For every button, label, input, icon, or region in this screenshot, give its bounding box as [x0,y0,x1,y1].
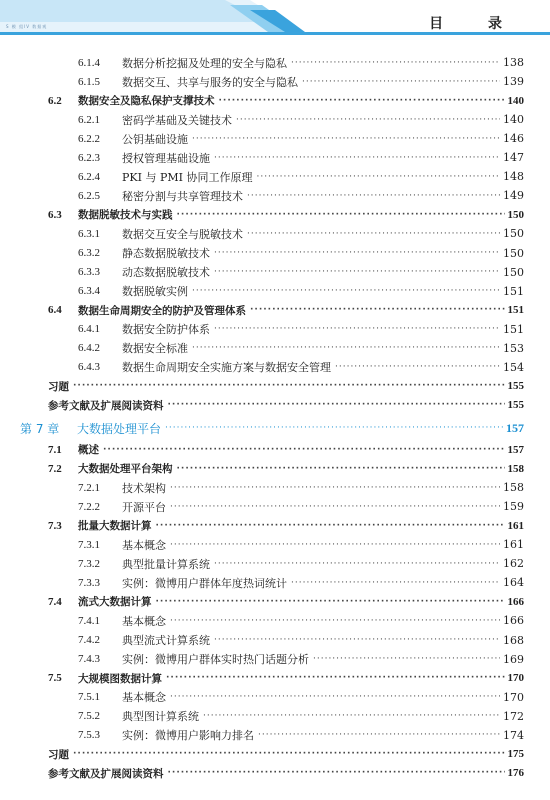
toc-entry-page: 140 [503,113,524,127]
toc-entry-number: 7.2 [48,462,62,475]
toc-entry-number: 7.4 [48,595,62,608]
toc-entry-page: 162 [503,557,524,571]
toc-entry-page: 150 [503,227,524,241]
toc-entry[interactable] [78,555,524,572]
toc-entry-title: 参考文献及扩展阅读资料 [48,399,164,412]
toc-entry-title: 批量大数据计算 [78,520,152,533]
toc-entry-title: 数据交互安全与脱敏技术 [122,227,243,241]
toc-entry-title: 典型图计算系统 [122,710,199,724]
toc-entry-number: 7.3.3 [78,576,100,589]
toc-entry-number: 7.4.1 [78,614,100,627]
dot-leader [219,96,505,106]
toc-entry-number: 6.1.4 [78,56,100,69]
toc-entry[interactable] [78,727,524,744]
toc-entry-title: 参考文献及扩展阅读资料 [48,767,164,780]
toc-entry-number: 6.4.2 [78,342,100,355]
toc-entry[interactable] [78,708,524,725]
toc-entry-title: 大数据处理平台 [77,421,162,436]
toc-entry[interactable] [78,612,524,629]
toc-entry-number: 7.2.2 [78,500,100,513]
toc-entry-title: 数据安全及隐私保护支撑技术 [78,95,215,108]
toc-entry[interactable] [48,593,524,610]
toc-entry-page: 157 [507,443,524,456]
toc-entry-page: 139 [503,75,524,89]
toc-entry-number: 第 7 章 [20,421,60,436]
toc-entry[interactable] [78,498,524,515]
toc-entry[interactable] [78,264,524,281]
toc-entry-number: 7.3.2 [78,557,100,570]
dot-leader [168,768,505,778]
page-header [0,0,550,40]
toc-entry[interactable] [48,92,524,109]
toc-entry-title: 大规模图数据计算 [78,672,162,685]
toc-entry-title: 数据安全防护体系 [122,323,210,337]
dot-leader [170,483,500,493]
toc-entry-number: 7.4.3 [78,653,100,666]
toc-entry[interactable] [48,670,524,687]
section-title: 目 录 [429,16,522,32]
toc-entry-page: 168 [503,633,524,647]
toc-entry-page: 169 [503,652,524,666]
toc-entry-title: 习题 [48,380,69,393]
dot-leader [313,654,500,664]
toc-entry-page: 166 [507,595,524,608]
dot-leader [236,115,500,125]
dot-leader [291,578,500,588]
dot-leader [214,153,500,163]
toc-entry-title: 典型流式计算系统 [122,634,210,647]
toc-entry-title: 秘密分割与共享管理技术 [122,189,243,203]
dot-leader [192,343,500,353]
dot-leader [291,58,500,68]
dot-leader [192,134,500,144]
toc-entry-page: 140 [507,94,524,107]
toc-entry[interactable] [78,536,524,553]
toc-entry-number: 6.4.3 [78,361,100,374]
toc-entry-page: 172 [503,709,524,723]
dot-leader [73,381,505,391]
toc-entry-number: 7.5 [48,672,62,685]
toc-entry-title: 基本概念 [122,614,166,628]
toc-entry-number: 6.1.5 [78,75,100,88]
toc-entry[interactable] [48,302,524,319]
toc-entry-number: 6.2.2 [78,132,100,145]
toc-entry-page: 166 [503,614,524,628]
toc-entry-page: 176 [507,767,524,780]
toc-entry-page: 149 [503,189,524,203]
toc-entry[interactable] [78,149,524,166]
toc-entry-title: 授权管理基础设施 [122,151,210,165]
toc-entry-title: 数据安全标准 [122,342,188,356]
dot-leader [170,540,500,550]
toc-entry[interactable] [78,187,524,204]
toc-entry[interactable] [78,130,524,147]
toc-entry-page: 150 [507,208,524,221]
toc-entry-title: 数据脱敏实例 [122,285,188,299]
toc-entry[interactable] [48,206,524,223]
toc-entry-title: 数据脱敏技术与实践 [78,209,173,222]
toc-entry-title: PKI 与 PMI 协同工作原理 [122,170,253,184]
toc-entry-number: 7.2.1 [78,481,100,494]
dot-leader [250,305,505,315]
dot-leader [170,616,500,626]
toc-entry-title: 实例：微博用户影响力排名 [122,729,254,743]
toc-entry-number: 6.2.3 [78,151,100,164]
dot-leader [302,77,500,87]
toc-entry-page: 155 [507,399,524,412]
toc-entry-number: 6.3.1 [78,227,100,240]
toc-entry[interactable] [78,283,524,300]
toc-entry-number: 7.5.1 [78,691,100,704]
toc-entry[interactable] [78,574,524,591]
toc-entry[interactable] [78,651,524,668]
toc-entry-title: 技术架构 [122,481,166,495]
toc-entry-title: 数据交互、共享与服务的安全与隐私 [122,75,298,89]
toc-entry-page: 153 [503,341,524,355]
toc-entry[interactable] [78,359,524,376]
toc-entry-number: 6.2.1 [78,113,100,126]
toc-entry-page: 151 [503,284,524,298]
toc-entry[interactable] [78,54,524,71]
toc-entry-title: 流式大数据计算 [78,596,152,609]
dot-leader [258,730,500,740]
toc-entry-title: 实例：微博用户群体实时热门话题分析 [122,653,309,667]
toc-entry-page: 158 [503,481,524,495]
toc-entry-title: 习题 [48,748,69,761]
toc-entry-page: 147 [503,151,524,165]
toc-entry[interactable] [78,689,524,706]
dot-leader [168,400,505,410]
toc-entry[interactable] [48,517,524,534]
toc-entry-page: 170 [503,690,524,704]
toc-entry-page: 157 [506,420,524,435]
dot-leader [166,673,505,683]
toc-entry-number: 7.1 [48,443,62,456]
toc-entry-page: 151 [507,304,524,317]
toc-entry-title: 动态数据脱敏技术 [122,266,210,280]
toc-entry-title: 实例：微博用户群体年度热词统计 [122,576,287,590]
dot-leader [103,445,505,455]
header-small-text: S 模 组IV 数据观 [6,24,48,29]
toc-entry[interactable] [48,746,524,763]
toc-entry-number: 7.3 [48,519,62,532]
dot-leader [192,286,500,296]
toc-entry-number: 7.3.1 [78,538,100,551]
toc-entry-page: 148 [503,170,524,184]
toc-entry[interactable] [78,225,524,242]
toc-entry-page: 155 [507,380,524,393]
dot-leader [177,464,505,474]
toc-entry[interactable] [20,420,524,437]
dot-leader [247,229,500,239]
toc-entry-title: 公钥基础设施 [122,132,188,146]
toc-entry-title: 密码学基础及关键技术 [122,113,232,127]
toc-entry-number: 6.4 [48,304,62,317]
toc-entry[interactable] [78,632,524,649]
dot-leader [214,267,500,277]
dot-leader [165,423,503,433]
dot-leader [203,711,500,721]
toc-entry-page: 161 [503,538,524,552]
toc-entry[interactable] [48,765,524,782]
toc-entry[interactable] [48,378,524,395]
toc-entry-number: 6.3 [48,208,62,221]
toc-entry-number: 6.3.4 [78,285,100,298]
header-rule [0,32,550,35]
toc-entry-title: 数据生命周期安全实施方案与数据安全管理 [122,361,331,375]
toc-entry[interactable] [48,397,524,414]
toc-entry-number: 7.5.3 [78,729,100,742]
dot-leader [256,172,500,182]
dot-leader [214,324,500,334]
dot-leader [177,210,505,220]
toc-entry-title: 基本概念 [122,538,166,552]
toc-entry-number: 6.3.2 [78,247,100,259]
toc-entry-page: 159 [503,500,524,514]
toc-entry-page: 164 [503,576,524,590]
toc-entry[interactable] [78,245,524,262]
toc-entry-title: 数据分析挖掘及处理的安全与隐私 [122,56,287,70]
toc-entry[interactable] [78,479,524,496]
toc-entry-title: 典型批量计算系统 [122,557,210,571]
toc-entry-number: 6.2.5 [78,189,100,202]
toc-entry[interactable] [78,73,524,90]
dot-leader [156,597,505,607]
toc-entry-number: 6.2 [48,94,62,107]
toc-entry-title: 开源平台 [122,500,166,514]
dot-leader [170,692,500,702]
toc-entry[interactable] [78,168,524,185]
toc-entry[interactable] [78,111,524,128]
toc-entry-title: 概述 [78,444,99,456]
toc-entry-page: 138 [503,56,524,69]
toc-entry-number: 7.4.2 [78,634,100,646]
dot-leader [214,559,500,569]
toc-entry[interactable] [78,321,524,338]
toc-entry[interactable] [48,460,524,477]
toc-entry-page: 150 [503,246,524,260]
toc-entry-title: 静态数据脱敏技术 [122,247,210,260]
toc-entry-page: 174 [503,728,524,742]
toc-entry-page: 175 [507,748,524,761]
toc-entry-page: 154 [503,360,524,374]
toc-entry-page: 151 [503,322,524,336]
dot-leader [214,248,500,258]
toc-entry-number: 7.5.2 [78,710,100,723]
dot-leader [156,521,505,531]
toc-entry[interactable] [48,441,524,458]
toc-entry[interactable] [78,340,524,357]
toc-entry-page: 146 [503,132,524,146]
toc-entry-page: 170 [507,672,524,685]
dot-leader [214,635,500,645]
toc-entry-number: 6.2.4 [78,170,100,183]
toc-entry-page: 150 [503,265,524,279]
dot-leader [335,362,500,372]
dot-leader [170,502,500,512]
toc-entry-number: 6.3.3 [78,266,100,279]
toc-entry-page: 161 [507,519,524,532]
toc-entry-title: 数据生命周期安全的防护及管理体系 [78,304,246,317]
toc-entry-number: 6.4.1 [78,323,100,336]
toc-entry-title: 基本概念 [122,691,166,705]
dot-leader [73,749,505,759]
toc-entry-title: 大数据处理平台架构 [78,463,173,476]
toc-entry-page: 158 [507,462,524,475]
dot-leader [247,191,500,201]
